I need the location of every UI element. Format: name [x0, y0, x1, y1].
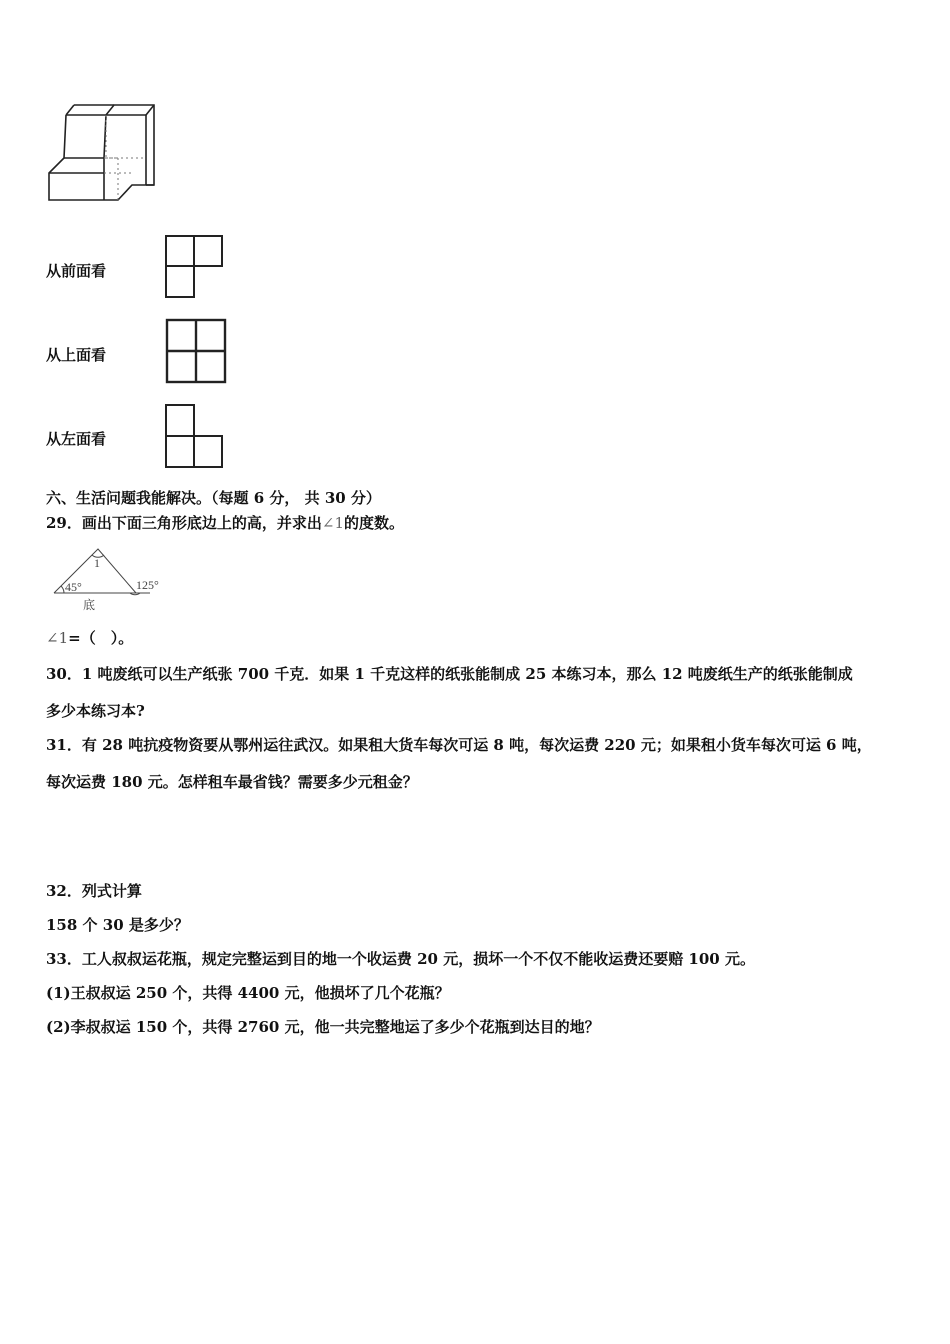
- q32-body: 158 个 30 是多少？: [46, 916, 189, 934]
- left-view-figure: [165, 403, 225, 469]
- view-left-label: 从左面看: [46, 430, 107, 448]
- q31-line1: 31．有 28 吨抗疫物资要从鄂州运往武汉。如果租大货车每次可运 8 吨，每次运费 220 元；如果租小货车每次可运 6 吨，: [46, 736, 872, 754]
- q29-answer: [46, 628, 133, 648]
- q33-title: 33．工人叔叔运花瓶，规定完整运到目的地一个收运费 20 元，损坏一个不仅不能收运费还要赔 100 元。: [46, 950, 755, 968]
- q33-part2: (2)李叔叔运 150 个，共得 2760 元，他一共完整地运了多少个花瓶到达目的地？: [46, 1018, 600, 1036]
- triangle-base-label: 底: [83, 598, 96, 612]
- q29-answer-angle: ∠1: [46, 629, 69, 647]
- q30-line1: 30．1 吨废纸可以生产纸张 700 千克．如果 1 千克这样的纸张能制成 25 本练习本，那么 12 吨废纸生产的纸张能制成: [46, 665, 853, 683]
- q29-text: [46, 513, 404, 533]
- q31-line2: 每次运费 180 元。怎样租车最省钱？需要多少元租金？: [46, 773, 418, 791]
- view-front-label: 从前面看: [46, 262, 107, 280]
- cube-stack-figure: [44, 100, 159, 220]
- q29-answer-blank: =（ ）。: [68, 629, 134, 647]
- q29-angle: ∠1: [321, 514, 345, 532]
- triangle-45-label: 45°: [65, 580, 82, 594]
- q29-suffix: 的度数。: [344, 514, 405, 532]
- q32-title: 32．列式计算: [46, 882, 142, 900]
- triangle-125-label: 125°: [136, 578, 159, 592]
- view-top-label: 从上面看: [46, 346, 107, 364]
- section-6-title: 六、生活问题我能解决。（每题 6 分， 共 30 分）: [46, 489, 381, 507]
- front-view-figure: [165, 235, 225, 299]
- q33-part1: (1)王叔叔运 250 个，共得 4400 元，他损坏了几个花瓶？: [46, 984, 450, 1002]
- triangle-figure: [50, 545, 170, 615]
- q29-prefix: 29．画出下面三角形底边上的高，并求出: [46, 514, 322, 532]
- q30-line2: 多少本练习本?: [46, 702, 145, 720]
- triangle-angle-1-label: 1: [94, 556, 100, 570]
- top-view-figure: [165, 318, 227, 384]
